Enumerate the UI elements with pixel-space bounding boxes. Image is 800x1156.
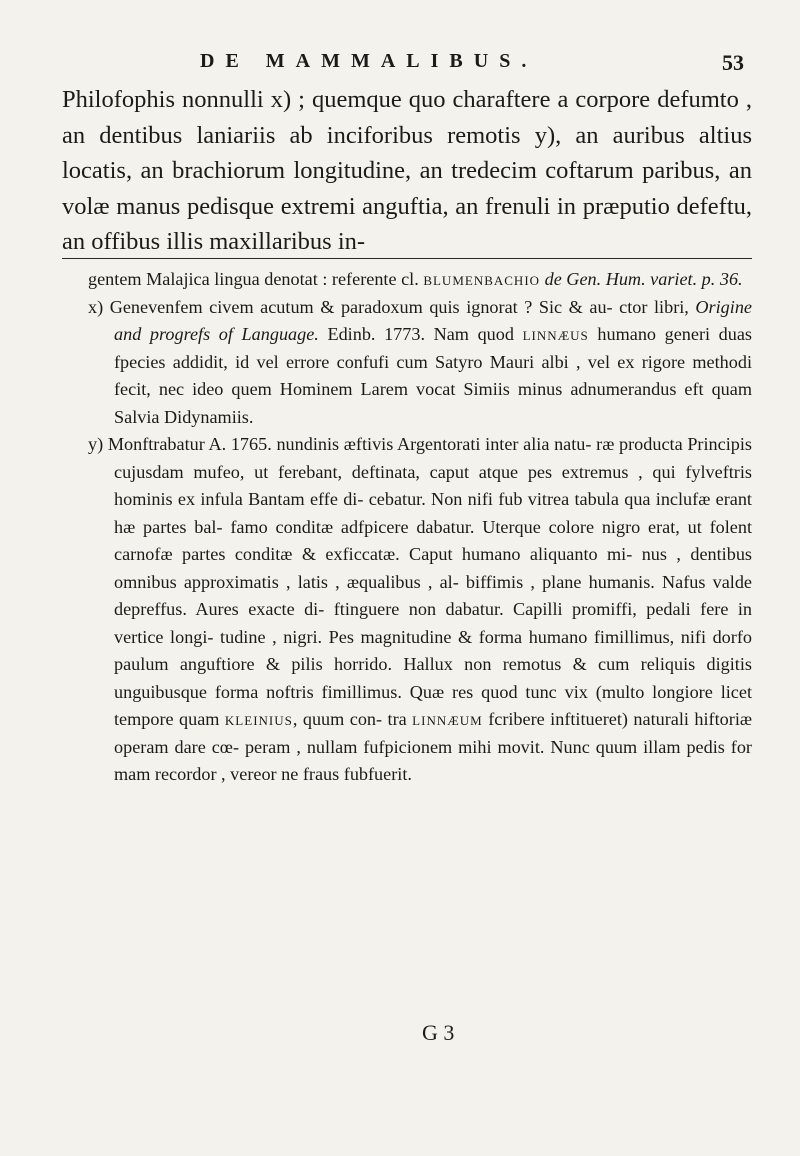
- footnote-y: [88, 431, 752, 789]
- footnote-continuation-text: gentem Malajica lingua denotat : referente cl.: [88, 269, 424, 289]
- footnote-y-text-b: , quum con- tra: [292, 709, 413, 729]
- footnote-x-text-c: humano generi duas fpecies addidit, id vel errore confufi cum Satyro Mauri albi , vel ex rigore methodi fecit, nec ideo quem Hominem Larem vocat Simiis minus adnumerandus eft quam Salvia Didynamiis.: [114, 324, 753, 427]
- footnote-y-mark: y): [88, 434, 104, 454]
- author-blumenbach: blumenbachio: [423, 269, 541, 289]
- main-text-block: [62, 82, 752, 260]
- footnote-y-text-a: Monftrabatur A. 1765. nundinis æftivis Argentorati inter alia natu- ræ producta Principis cujusdam mufeo, ut ferebant, deftinata, caput atque pes extremus , qui fylveftris hominis ex infula Bantam effe di- cebatur. Non nifi fub vitrea tabula qua inclufæ erant hæ partes bal- famo conditæ adfpicere dabatur. Uterque colore nigro erat, ut folent carnofæ partes conditæ & exficcatæ. Caput humano aliquanto mi- nus , dentibus omnibus approximatis , latis , æqualibus , al- biffimis , plane humanis. Nafus valde depreffus. Aures exacte di- ftinguere non dabatur. Capilli promiffi, pedali fere in vertice longi- tudine , nigri. Pes magnitudine & forma humano fimillimus, nifi dorfo paulum anguftiore & pilis horrido. Hallux non remotus & cum reliquis digitis unguibusque forma noftris fimillimus. Quæ res quod tunc vix (multo longiore licet tempore quam: [103, 434, 752, 729]
- footnote-x-mark: x): [88, 296, 104, 317]
- author-linnaeus: linnæus: [522, 324, 589, 344]
- author-kleinius: kleinius: [224, 709, 293, 729]
- footnote-x-text-a: Genevenfem civem acutum & paradoxum quis ignorat ? Sic & au- ctor libri,: [103, 296, 696, 317]
- footnotes-block: [88, 266, 752, 789]
- author-linnaeum: linnæum: [412, 709, 483, 729]
- main-paragraph: Philofophis nonnulli x) ; quemque quo charaftere a corpore defumto , an dentibus laniariis ab inciforibus remotis y), an auribus altius locatis, an brachiorum longitudine, an tredecim coftarum paribus, an volæ manus pedisque extremi anguftia, an frenuli in præputio defeftu, an offibus illis maxillaribus in-: [62, 86, 752, 255]
- footnote-x-text-b: Edinb. 1773. Nam quod: [318, 324, 523, 344]
- footnote-y-text-c: fcribere inftitueret) naturali hiftoriæ operam dare cœ- peram , nullam fufpicionem mihi movit. Nunc quum illam pedis for mam recordor , vereor ne fraus fubfuerit.: [114, 709, 753, 784]
- citation-reference: de Gen. Hum. variet. p. 36.: [540, 269, 743, 289]
- footnote-continuation: [88, 266, 752, 294]
- running-title: DE MAMMALIBUS.: [200, 50, 538, 72]
- signature-mark: G 3: [422, 1020, 455, 1045]
- footnote-x: [88, 294, 752, 432]
- footnote-x-book-title: Origine and progrefs of Language.: [114, 296, 752, 344]
- page-number: 53: [722, 50, 744, 75]
- footnote-separator-rule: [62, 258, 752, 259]
